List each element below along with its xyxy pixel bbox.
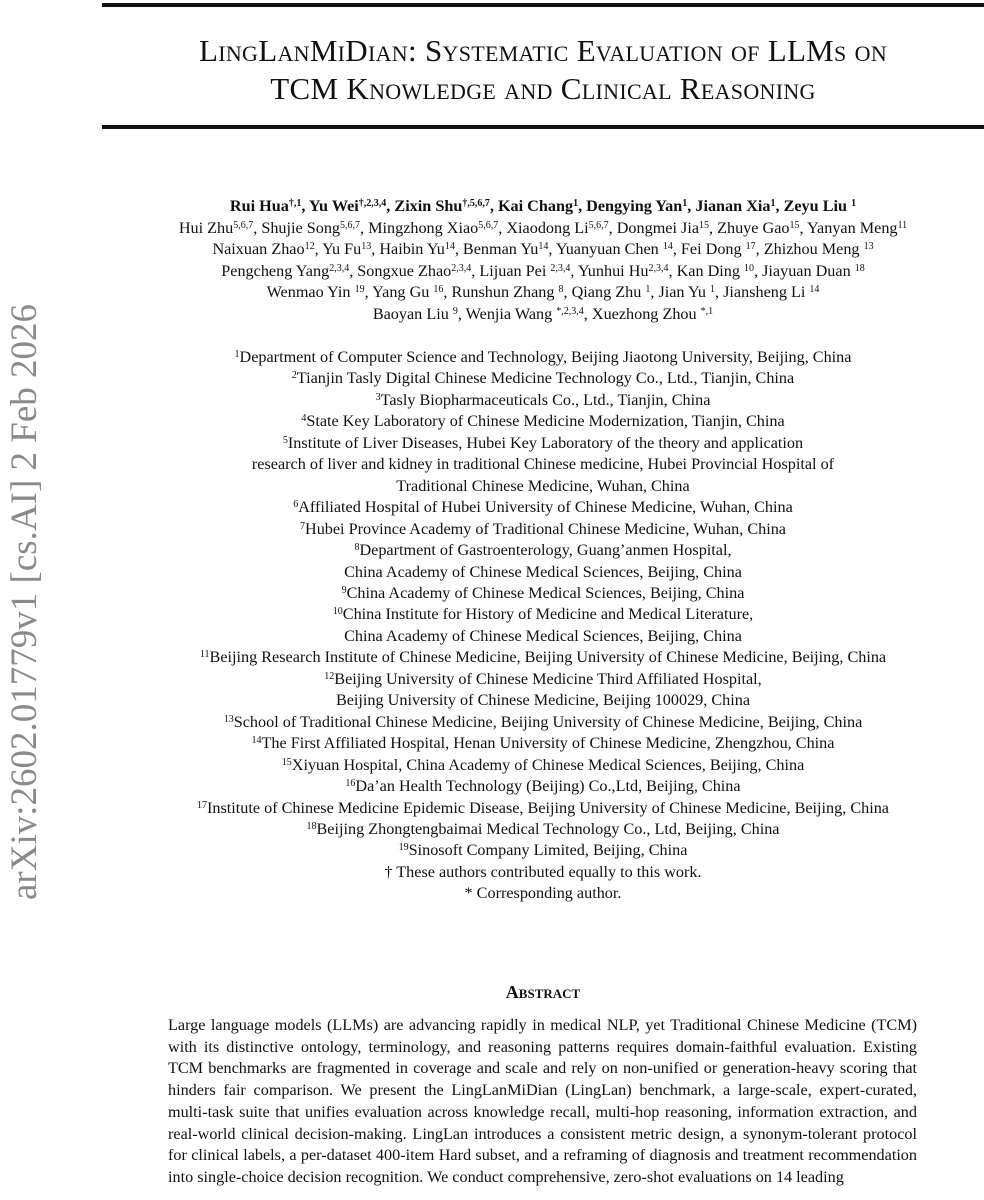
affiliation-text: China Academy of Chinese Medical Sciences, Beijing, China bbox=[346, 583, 745, 602]
bottom-rule bbox=[102, 125, 984, 129]
affiliation-line bbox=[102, 476, 984, 497]
affiliation-text: Traditional Chinese Medicine, Wuhan, China bbox=[396, 476, 690, 495]
author-affiliation-mark: 1 bbox=[770, 198, 776, 209]
author-name: Hui Zhu bbox=[178, 218, 234, 237]
author-line: Pengcheng Yang$^{2,3,4}$, Songxue Zhao$^{2,3,4}$, Lijuan Pei $^{2,3,4}$, Yunhui Hu$^{2,3,4}$, Kan Ding $^{10}$, Jiayuan Duan $^{18}$ bbox=[221, 261, 865, 280]
affiliation-line bbox=[102, 433, 984, 454]
author-affiliation-mark: 2,3,4 bbox=[329, 262, 350, 274]
affiliation-text: * Corresponding author. bbox=[464, 884, 622, 903]
author-name: Zixin Shu bbox=[394, 197, 463, 215]
author-affiliation-mark: 14 bbox=[662, 241, 673, 253]
author-name: Zhuye Gao bbox=[717, 218, 790, 237]
affiliation-line bbox=[102, 519, 984, 540]
affiliation-number: 15 bbox=[281, 756, 292, 768]
author-name: Wenjia Wang bbox=[465, 304, 557, 323]
author-name: Wenmao Yin bbox=[266, 283, 355, 302]
author-affiliation-mark: 5,6,7 bbox=[233, 219, 254, 231]
affiliation-text: Beijing University of Chinese Medicine Third Affiliated Hospital, bbox=[334, 669, 762, 688]
affiliation-line bbox=[102, 411, 984, 432]
affiliation-text: Institute of Liver Diseases, Hubei Key Laboratory of the theory and application bbox=[287, 433, 804, 452]
author-name: Jianan Xia bbox=[695, 197, 771, 215]
affiliation-line bbox=[102, 669, 984, 690]
author-name: Kai Chang bbox=[497, 197, 574, 215]
author-name: Kan Ding bbox=[676, 261, 745, 280]
affiliation-text: Xiyuan Hospital, China Academy of Chinese Medical Sciences, Beijing, China bbox=[291, 755, 805, 774]
affiliation-text: School of Traditional Chinese Medicine, Beijing University of Chinese Medicine, Beijing, China bbox=[233, 712, 863, 731]
author-list bbox=[102, 196, 984, 326]
author-affiliation-mark: 1 bbox=[645, 284, 651, 296]
author-name: Shujie Song bbox=[261, 218, 341, 237]
author-name: Benman Yu bbox=[462, 240, 539, 259]
author-line: Rui Hua$^{\dagger,1}$, Yu Wei$^{\dagger,2,3,4}$, Zixin Shu$^{\dagger,5,6,7}$, Kai Chang$^1$, Dengying Yan$^1$, Jianan Xia$^1$, Zeyu Liu $^1$ bbox=[229, 197, 857, 215]
affiliation-line bbox=[102, 390, 984, 411]
author-affiliation-mark: 1 bbox=[851, 198, 857, 209]
affiliation-number: 13 bbox=[223, 713, 234, 725]
affiliation-text: Department of Gastroenterology, Guang’anmen Hospital, bbox=[359, 541, 732, 560]
author-affiliation-mark: 16 bbox=[433, 284, 444, 296]
affiliation-text: research of liver and kidney in traditional Chinese medicine, Hubei Provincial Hospital of bbox=[251, 455, 835, 474]
author-affiliation-mark: 2,3,4 bbox=[550, 262, 571, 274]
affiliation-text: The First Affiliated Hospital, Henan University of Chinese Medicine, Zhengzhou, China bbox=[261, 734, 835, 753]
author-name: Yanyan Meng bbox=[806, 218, 898, 237]
affiliation-line bbox=[102, 883, 984, 904]
affiliation-line bbox=[102, 540, 984, 561]
affiliation-line bbox=[102, 583, 984, 604]
author-name: Jiansheng Li bbox=[723, 283, 810, 302]
author-name: Naixuan Zhao bbox=[212, 240, 305, 259]
author-affiliation-mark: 1 bbox=[573, 198, 579, 209]
affiliation-line bbox=[102, 454, 984, 475]
affiliation-line bbox=[102, 776, 984, 797]
author-affiliation-mark: 15 bbox=[699, 219, 710, 231]
affiliation-line bbox=[102, 368, 984, 389]
author-name: Yu Fu bbox=[322, 240, 362, 259]
affiliation-number: 8 bbox=[354, 542, 360, 554]
author-line: Hui Zhu$^{5,6,7}$, Shujie Song$^{5,6,7}$, Mingzhong Xiao$^{5,6,7}$, Xiaodong Li$^{5,6,7}$, Dongmei Jia$^{15}$, Zhuye Gao$^{15}$, Yanyan Meng$^{11}$ bbox=[178, 218, 908, 237]
author-name: Mingzhong Xiao bbox=[368, 218, 479, 237]
author-affiliation-mark: 8 bbox=[558, 284, 564, 296]
affiliation-text: China Institute for History of Medicine and Medical Literature, bbox=[342, 605, 754, 624]
author-name: Fei Dong bbox=[680, 240, 746, 259]
author-affiliation-mark: 10 bbox=[744, 262, 755, 274]
author-affiliation-mark: 1 bbox=[682, 198, 688, 209]
author-name: Lijuan Pei bbox=[479, 261, 551, 280]
affiliation-line bbox=[102, 733, 984, 754]
author-name: Jian Yu bbox=[658, 283, 710, 302]
affiliation-text: State Key Laboratory of Chinese Medicine Modernization, Tianjin, China bbox=[306, 412, 785, 431]
affiliation-text: † These authors contributed equally to this work. bbox=[384, 862, 702, 881]
affiliation-text: Beijing Zhongtengbaimai Medical Technology Co., Ltd, Beijing, China bbox=[316, 819, 780, 838]
author-affiliation-mark: 2,3,4 bbox=[451, 262, 472, 274]
author-name: Qiang Zhu bbox=[571, 283, 646, 302]
affiliation-line bbox=[102, 562, 984, 583]
author-affiliation-mark: 11 bbox=[897, 219, 908, 231]
author-affiliation-mark: 9 bbox=[452, 305, 458, 317]
author-affiliation-mark: *,1 bbox=[700, 305, 714, 317]
author-name: Pengcheng Yang bbox=[221, 261, 330, 280]
author-name: Xuezhong Zhou bbox=[591, 304, 701, 323]
author-affiliation-mark: †,1 bbox=[288, 198, 302, 209]
affiliation-line bbox=[102, 798, 984, 819]
author-name: Runshun Zhang bbox=[451, 283, 559, 302]
affiliation-line bbox=[102, 347, 984, 368]
author-affiliation-mark: *,2,3,4 bbox=[556, 305, 584, 317]
author-affiliation-mark: 13 bbox=[361, 241, 372, 253]
author-affiliation-mark: 18 bbox=[854, 262, 865, 274]
affiliation-line bbox=[102, 497, 984, 518]
author-affiliation-mark: 1 bbox=[710, 284, 715, 296]
author-name: Jiayuan Duan bbox=[762, 261, 855, 280]
affiliation-text: Affiliated Hospital of Hubei University of Chinese Medicine, Wuhan, China bbox=[298, 498, 793, 517]
author-name: Zhizhou Meng bbox=[763, 240, 864, 259]
affiliation-text: China Academy of Chinese Medical Sciences, Beijing, China bbox=[344, 562, 742, 581]
author-affiliation-mark: 15 bbox=[789, 219, 800, 231]
affiliation-text: Sinosoft Company Limited, Beijing, China bbox=[408, 841, 688, 860]
affiliation-number: 6 bbox=[293, 499, 299, 511]
top-rule bbox=[102, 3, 984, 7]
affiliation-text: Tianjin Tasly Digital Chinese Medicine Technology Co., Ltd., Tianjin, China bbox=[296, 369, 795, 388]
abstract-text: Large language models (LLMs) are advancing rapidly in medical NLP, yet Traditional Chinese Medicine (TCM) with its distinctive ontology, terminology, and reasoning patterns requires domain-faithful evaluation. Existing TCM benchmarks are fragmented in coverage and scale and rely on non-unified or generation-heavy scoring that hinders fair comparison. We present the LingLanMiDian (LingLan) benchmark, a large-scale, expert-curated, multi-task suite that unifies evaluation across knowledge recall, multi-hop reasoning, information extraction, and real-world clinical decision-making. LingLan introduces a consistent metric design, a synonym-tolerant protocol for clinical labels, a per-dataset 400-item Hard subset, and a reframing of diagnosis and treatment recommendation into single-choice decision recognition. We conduct comprehensive, zero-shot evaluations on 14 leading bbox=[168, 1016, 917, 1186]
author-affiliation-mark: 5,6,7 bbox=[478, 219, 499, 231]
author-affiliation-mark: 13 bbox=[863, 241, 874, 253]
title-line-2: TCM Knowledge and Clinical Reasoning bbox=[270, 71, 816, 106]
author-name: Xiaodong Li bbox=[506, 218, 589, 237]
author-name: Zeyu Liu bbox=[783, 197, 852, 215]
author-name: Haibin Yu bbox=[379, 240, 445, 259]
affiliation-number: 9 bbox=[341, 584, 347, 596]
author-affiliation-mark: †,2,3,4 bbox=[358, 198, 387, 209]
affiliation-line bbox=[102, 755, 984, 776]
affiliation-number: 18 bbox=[306, 820, 317, 832]
affiliation-text: Beijing Research Institute of Chinese Medicine, Beijing University of Chinese Medicine, Beijing, China bbox=[209, 648, 887, 667]
author-affiliation-mark: 14 bbox=[809, 284, 820, 296]
affiliation-number: 14 bbox=[251, 735, 262, 747]
affiliation-number: 5 bbox=[282, 434, 288, 446]
affiliation-number: 7 bbox=[300, 520, 305, 532]
affiliation-line bbox=[102, 647, 984, 668]
affiliation-text: Hubei Province Academy of Traditional Chinese Medicine, Wuhan, China bbox=[305, 519, 786, 538]
affiliation-text: Tasly Biopharmaceuticals Co., Ltd., Tianjin, China bbox=[380, 390, 711, 409]
affiliation-text: Department of Computer Science and Technology, Beijing Jiaotong University, Beijing, China bbox=[239, 348, 852, 366]
affiliation-line bbox=[102, 626, 984, 647]
affiliation-number: 3 bbox=[375, 391, 381, 403]
abstract-heading: Abstract bbox=[505, 982, 581, 1002]
author-line: Baoyan Liu $^9$, Wenjia Wang $^{*,2,3,4}$, Xuezhong Zhou $^{*,1}$ bbox=[372, 304, 714, 323]
affiliation-number: 11 bbox=[199, 649, 210, 661]
author-name: Yang Gu bbox=[372, 283, 434, 302]
affiliation-number: 16 bbox=[345, 778, 356, 790]
author-affiliation-mark: †,5,6,7 bbox=[462, 198, 490, 209]
author-affiliation-mark: 12 bbox=[304, 241, 315, 253]
affiliation-line bbox=[102, 690, 984, 711]
author-name: Yu Wei bbox=[308, 197, 359, 215]
affiliation-text: Beijing University of Chinese Medicine, Beijing 100029, China bbox=[335, 691, 751, 710]
author-name: Baoyan Liu bbox=[372, 304, 453, 323]
affiliation-line bbox=[102, 604, 984, 625]
affiliation-line bbox=[102, 712, 984, 733]
author-affiliation-mark: 19 bbox=[354, 284, 365, 296]
affiliation-text: Da’an Health Technology (Beijing) Co.,Ltd, Beijing, China bbox=[355, 777, 741, 796]
author-affiliation-mark: 5,6,7 bbox=[588, 219, 609, 231]
affiliation-line bbox=[102, 862, 984, 883]
author-line: Naixuan Zhao$^{12}$, Yu Fu$^{13}$, Haibin Yu$^{14}$, Benman Yu$^{14}$, Yuanyuan Chen $^{14}$, Fei Dong $^{17}$, Zhizhou Meng $^{13}$ bbox=[212, 240, 874, 259]
affiliation-number: 19 bbox=[398, 842, 409, 854]
author-affiliation-mark: 14 bbox=[538, 241, 549, 253]
author-name: Songxue Zhao bbox=[357, 261, 452, 280]
author-line: Wenmao Yin $^{19}$, Yang Gu $^{16}$, Runshun Zhang $^8$, Qiang Zhu $^1$, Jian Yu $^1$, Jiansheng Li $^{14}$ bbox=[266, 283, 820, 302]
paper-title bbox=[102, 32, 984, 108]
affiliation-line bbox=[102, 840, 984, 861]
affiliation-number: 4 bbox=[301, 413, 307, 425]
affiliation-number: 12 bbox=[324, 670, 335, 682]
arxiv-stamp: arXiv:2602.01779v1 [cs.AI] 2 Feb 2026 bbox=[4, 303, 45, 901]
author-name: Rui Hua bbox=[229, 197, 289, 215]
affiliation-list bbox=[102, 347, 984, 905]
author-name: Yunhui Hu bbox=[577, 261, 649, 280]
affiliation-line bbox=[102, 819, 984, 840]
title-line-1: LingLanMiDian: Systematic Evaluation of LLMs on bbox=[198, 33, 888, 68]
author-affiliation-mark: 2,3,4 bbox=[648, 262, 669, 274]
author-affiliation-mark: 17 bbox=[745, 241, 756, 253]
affiliation-text: Institute of Chinese Medicine Epidemic Disease, Beijing University of Chinese Medicine, Beijing, China bbox=[207, 798, 889, 817]
affiliation-number: 1 bbox=[234, 349, 240, 360]
affiliation-number: 17 bbox=[197, 799, 207, 811]
affiliation-number: 10 bbox=[332, 606, 343, 618]
author-name: Dongmei Jia bbox=[616, 218, 700, 237]
author-affiliation-mark: 5,6,7 bbox=[340, 219, 361, 231]
affiliation-text: China Academy of Chinese Medical Sciences, Beijing, China bbox=[344, 626, 742, 645]
affiliation-number: 2 bbox=[291, 370, 297, 382]
author-name: Dengying Yan bbox=[586, 197, 683, 215]
author-name: Yuanyuan Chen bbox=[555, 240, 663, 259]
author-affiliation-mark: 14 bbox=[444, 241, 455, 253]
